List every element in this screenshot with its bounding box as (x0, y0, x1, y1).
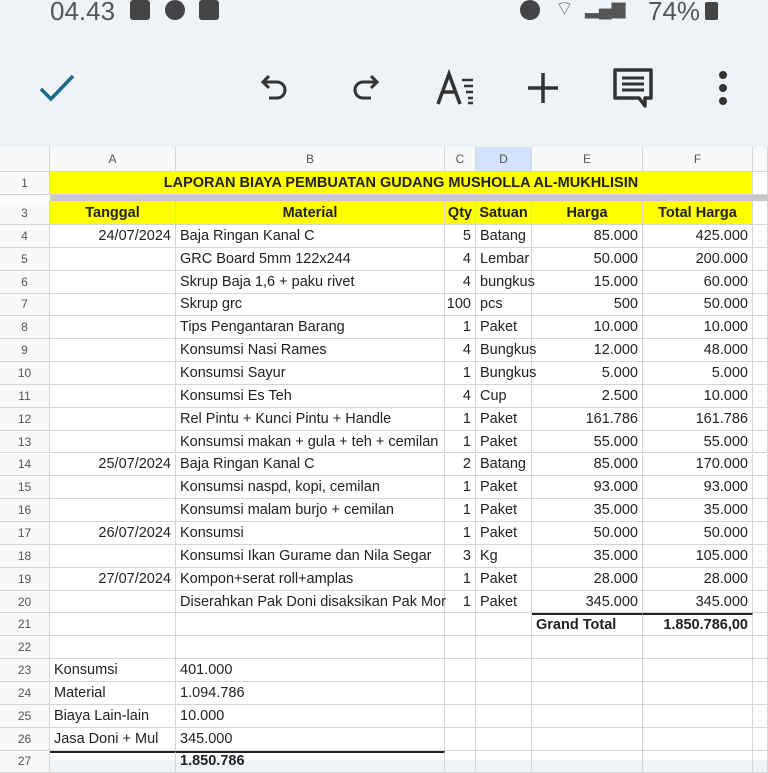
cell[interactable] (753, 225, 768, 248)
price-cell[interactable]: 10.000 (532, 316, 643, 339)
material-cell[interactable]: Konsumsi Es Teh (176, 385, 445, 408)
cell[interactable] (532, 682, 643, 705)
date-cell[interactable] (50, 248, 176, 271)
qty-cell[interactable]: 1 (445, 431, 476, 454)
cell[interactable] (476, 613, 532, 636)
total-cell[interactable]: 200.000 (643, 248, 753, 271)
cell[interactable] (643, 705, 753, 728)
qty-cell[interactable]: 1 (445, 522, 476, 545)
cell[interactable] (753, 591, 768, 614)
title-cell[interactable]: LAPORAN BIAYA PEMBUATAN GUDANG MUSHOLLA AL-MUKHLISIN (50, 172, 753, 195)
unit-cell[interactable]: Batang (476, 225, 532, 248)
task-icon (199, 0, 219, 20)
more-options-button[interactable] (698, 58, 748, 118)
date-cell[interactable]: 26/07/2024 (50, 522, 176, 545)
row-header[interactable]: 13 (0, 431, 50, 454)
row-header[interactable]: 7 (0, 294, 50, 317)
cell[interactable] (753, 522, 768, 545)
qty-cell[interactable]: 1 (445, 499, 476, 522)
cell[interactable] (476, 659, 532, 682)
unit-cell[interactable]: bungkus (476, 271, 532, 294)
cell[interactable] (176, 613, 445, 636)
summary-row (0, 728, 768, 751)
date-cell[interactable] (50, 294, 176, 317)
summary-label[interactable]: Konsumsi (50, 659, 176, 682)
table-row (0, 408, 768, 431)
qty-cell[interactable]: 5 (445, 225, 476, 248)
cell[interactable] (643, 751, 753, 773)
row-header[interactable]: 12 (0, 408, 50, 431)
qty-cell[interactable]: 100 (445, 294, 476, 317)
table-row (0, 545, 768, 568)
check-icon (39, 73, 75, 103)
material-cell[interactable]: Baja Ringan Kanal C (176, 454, 445, 477)
row-header[interactable]: 19 (0, 568, 50, 591)
material-cell[interactable]: Tips Pengantaran Barang (176, 316, 445, 339)
row-header[interactable]: 17 (0, 522, 50, 545)
header-cell[interactable]: Satuan (476, 201, 532, 225)
cell[interactable] (532, 751, 643, 773)
summary-row (0, 705, 768, 728)
price-cell[interactable]: 35.000 (532, 545, 643, 568)
cell[interactable] (476, 682, 532, 705)
total-cell[interactable]: 5.000 (643, 362, 753, 385)
row-header[interactable]: 8 (0, 316, 50, 339)
unit-cell[interactable]: Paket (476, 499, 532, 522)
cell[interactable] (176, 636, 445, 659)
cell[interactable] (753, 172, 768, 195)
row-header[interactable]: 14 (0, 454, 50, 477)
date-cell[interactable]: 24/07/2024 (50, 225, 176, 248)
battery-percent: 74% (648, 0, 701, 26)
unit-cell[interactable]: Cup (476, 385, 532, 408)
gallery-icon (130, 0, 150, 20)
grand-total-value[interactable]: 1.850.786,00 (643, 613, 753, 636)
table-row (0, 362, 768, 385)
total-cell[interactable]: 170.000 (643, 454, 753, 477)
total-cell[interactable]: 50.000 (643, 522, 753, 545)
date-cell[interactable] (50, 476, 176, 499)
cell[interactable] (753, 476, 768, 499)
table-row (0, 385, 768, 408)
qty-cell[interactable]: 4 (445, 248, 476, 271)
price-cell[interactable]: 55.000 (532, 431, 643, 454)
cell[interactable] (753, 545, 768, 568)
material-cell[interactable]: Konsumsi Ikan Gurame dan Nila Segar (176, 545, 445, 568)
cell[interactable] (445, 682, 476, 705)
header-cell[interactable]: Qty (445, 201, 476, 225)
row-header[interactable]: 26 (0, 728, 50, 751)
unit-cell[interactable]: Batang (476, 454, 532, 477)
cell[interactable] (445, 751, 476, 773)
cell[interactable] (753, 682, 768, 705)
alarm-icon (520, 0, 540, 20)
redo-button[interactable] (340, 58, 390, 118)
cell[interactable] (753, 339, 768, 362)
cell[interactable] (753, 362, 768, 385)
cell[interactable] (445, 705, 476, 728)
date-cell[interactable] (50, 499, 176, 522)
row-header[interactable]: 4 (0, 225, 50, 248)
status-time: 04.43 (50, 0, 116, 26)
toolbar (0, 58, 768, 118)
unit-cell[interactable]: Paket (476, 431, 532, 454)
date-cell[interactable]: 25/07/2024 (50, 454, 176, 477)
price-cell[interactable]: 15.000 (532, 271, 643, 294)
row-header[interactable]: 1 (0, 172, 50, 195)
cell[interactable] (643, 659, 753, 682)
header-cell[interactable]: Harga (532, 201, 643, 225)
material-cell[interactable]: Konsumsi Sayur (176, 362, 445, 385)
qty-cell[interactable]: 4 (445, 271, 476, 294)
spreadsheet-grid[interactable] (0, 147, 768, 769)
cell[interactable] (753, 248, 768, 271)
total-cell[interactable]: 60.000 (643, 271, 753, 294)
cell[interactable] (643, 682, 753, 705)
table-row (0, 248, 768, 271)
price-cell[interactable]: 2.500 (532, 385, 643, 408)
date-cell[interactable] (50, 362, 176, 385)
cell[interactable] (445, 728, 476, 751)
cell[interactable] (476, 751, 532, 773)
summary-label[interactable]: Biaya Lain-lain (50, 705, 176, 728)
material-cell[interactable]: Konsumsi malam burjo + cemilan (176, 499, 445, 522)
material-cell[interactable]: Skrup Baja 1,6 + paku rivet (176, 271, 445, 294)
summary-total-row (0, 751, 768, 773)
qty-cell[interactable]: 1 (445, 568, 476, 591)
row-header[interactable]: 18 (0, 545, 50, 568)
unit-cell[interactable]: Paket (476, 316, 532, 339)
cell[interactable] (753, 751, 768, 773)
text-format-icon (435, 70, 475, 106)
price-cell[interactable]: 85.000 (532, 225, 643, 248)
table-row (0, 339, 768, 362)
header-cell[interactable]: Total Harga (643, 201, 753, 225)
table-row (0, 431, 768, 454)
status-bar (0, 0, 768, 26)
qty-cell[interactable]: 1 (445, 362, 476, 385)
row-header[interactable]: 24 (0, 682, 50, 705)
cell[interactable] (643, 728, 753, 751)
summary-value[interactable]: 1.094.786 (176, 682, 445, 705)
summary-value[interactable]: 401.000 (176, 659, 445, 682)
summary-label[interactable]: Material (50, 682, 176, 705)
row-header[interactable]: 9 (0, 339, 50, 362)
summary-total-value[interactable]: 1.850.786 (176, 751, 445, 773)
done-button[interactable] (32, 58, 82, 118)
cell[interactable] (532, 728, 643, 751)
total-cell[interactable]: 10.000 (643, 385, 753, 408)
total-cell[interactable]: 50.000 (643, 294, 753, 317)
price-cell[interactable]: 5.000 (532, 362, 643, 385)
table-row (0, 454, 768, 477)
row-header[interactable]: 21 (0, 613, 50, 636)
total-cell[interactable]: 48.000 (643, 339, 753, 362)
more-icon (718, 70, 728, 106)
undo-icon (259, 72, 291, 104)
price-cell[interactable]: 345.000 (532, 591, 643, 614)
cell[interactable] (445, 659, 476, 682)
column-header-g[interactable] (753, 147, 768, 172)
date-cell[interactable] (50, 271, 176, 294)
qty-cell[interactable]: 2 (445, 454, 476, 477)
row-header[interactable]: 16 (0, 499, 50, 522)
qty-cell[interactable]: 1 (445, 408, 476, 431)
material-cell[interactable]: GRC Board 5mm 122x244 (176, 248, 445, 271)
material-cell[interactable]: Konsumsi Nasi Rames (176, 339, 445, 362)
empty-row (0, 636, 768, 659)
signal-icon: ▂▄▆ (585, 0, 626, 18)
row-header[interactable]: 3 (0, 201, 50, 225)
cell[interactable] (476, 636, 532, 659)
summary-label[interactable]: Jasa Doni + Mul (50, 728, 176, 751)
grand-total-row (0, 613, 768, 636)
redo-icon (349, 72, 381, 104)
price-cell[interactable]: 85.000 (532, 454, 643, 477)
unit-cell[interactable]: Bungkus (476, 339, 532, 362)
battery-icon (705, 2, 718, 20)
row-header[interactable]: 5 (0, 248, 50, 271)
cell[interactable] (753, 431, 768, 454)
table-row (0, 522, 768, 545)
title-row (0, 172, 768, 195)
total-cell[interactable]: 10.000 (643, 316, 753, 339)
wifi-icon: ⌔ (555, 0, 574, 20)
table-row (0, 225, 768, 248)
price-cell[interactable]: 28.000 (532, 568, 643, 591)
price-cell[interactable]: 12.000 (532, 339, 643, 362)
column-header-f[interactable]: F (643, 147, 753, 172)
cell[interactable] (753, 294, 768, 317)
column-header-d[interactable]: D (476, 147, 532, 172)
row-header[interactable]: 11 (0, 385, 50, 408)
cell[interactable] (753, 201, 768, 225)
undo-button[interactable] (250, 58, 300, 118)
table-row (0, 476, 768, 499)
comment-icon (613, 68, 653, 108)
summary-row (0, 659, 768, 682)
material-cell[interactable]: Skrup grc (176, 294, 445, 317)
cell[interactable] (445, 636, 476, 659)
grand-total-label[interactable]: Grand Total (532, 613, 643, 636)
cell[interactable] (50, 613, 176, 636)
column-header-row (0, 147, 768, 172)
cell[interactable] (753, 568, 768, 591)
table-row (0, 271, 768, 294)
date-cell[interactable] (50, 316, 176, 339)
unit-cell[interactable]: pcs (476, 294, 532, 317)
column-header-e[interactable]: E (532, 147, 643, 172)
unit-cell[interactable]: Kg (476, 545, 532, 568)
add-icon (526, 71, 560, 105)
cell[interactable] (532, 659, 643, 682)
material-cell[interactable]: Rel Pintu + Kunci Pintu + Handle (176, 408, 445, 431)
cell[interactable] (753, 316, 768, 339)
price-cell[interactable]: 50.000 (532, 522, 643, 545)
insert-button[interactable] (518, 58, 568, 118)
date-cell[interactable] (50, 545, 176, 568)
cell[interactable] (753, 728, 768, 751)
column-header-c[interactable]: C (445, 147, 476, 172)
price-cell[interactable]: 93.000 (532, 476, 643, 499)
text-format-button[interactable] (430, 58, 480, 118)
cell[interactable] (476, 705, 532, 728)
column-header-a[interactable]: A (50, 147, 176, 172)
unit-cell[interactable]: Paket (476, 591, 532, 614)
table-row (0, 568, 768, 591)
unit-cell[interactable]: Lembar (476, 248, 532, 271)
table-row (0, 591, 768, 614)
total-cell[interactable]: 425.000 (643, 225, 753, 248)
unit-cell[interactable]: Paket (476, 522, 532, 545)
total-cell[interactable]: 28.000 (643, 568, 753, 591)
row-header[interactable]: 6 (0, 271, 50, 294)
cell[interactable] (753, 454, 768, 477)
date-cell[interactable] (50, 591, 176, 614)
row-header[interactable]: 20 (0, 591, 50, 614)
column-header-b[interactable]: B (176, 147, 445, 172)
price-cell[interactable]: 50.000 (532, 248, 643, 271)
cell[interactable] (532, 705, 643, 728)
unit-cell[interactable]: Bungkus (476, 362, 532, 385)
table-row (0, 316, 768, 339)
select-all-corner[interactable] (0, 147, 50, 172)
cell[interactable] (753, 385, 768, 408)
date-cell[interactable] (50, 431, 176, 454)
qty-cell[interactable]: 1 (445, 476, 476, 499)
header-row (0, 201, 768, 225)
material-cell[interactable]: Konsumsi makan + gula + teh + cemilan (176, 431, 445, 454)
cell[interactable] (753, 408, 768, 431)
material-cell[interactable]: Diserahkan Pak Doni disaksikan Pak Mor (176, 591, 445, 614)
table-row (0, 294, 768, 317)
summary-value[interactable]: 10.000 (176, 705, 445, 728)
material-cell[interactable]: Kompon+serat roll+amplas (176, 568, 445, 591)
qty-cell[interactable]: 1 (445, 591, 476, 614)
date-cell[interactable] (50, 339, 176, 362)
header-cell[interactable]: Material (176, 201, 445, 225)
unit-cell[interactable]: Paket (476, 568, 532, 591)
summary-row (0, 682, 768, 705)
total-cell[interactable]: 93.000 (643, 476, 753, 499)
total-cell[interactable]: 35.000 (643, 499, 753, 522)
cell[interactable] (50, 636, 176, 659)
price-cell[interactable]: 161.786 (532, 408, 643, 431)
total-cell[interactable]: 345.000 (643, 591, 753, 614)
row-header[interactable]: 27 (0, 751, 50, 773)
cell[interactable] (753, 636, 768, 659)
cell[interactable] (753, 499, 768, 522)
date-cell[interactable]: 27/07/2024 (50, 568, 176, 591)
date-cell[interactable] (50, 385, 176, 408)
cell[interactable] (753, 271, 768, 294)
cell[interactable] (476, 728, 532, 751)
total-cell[interactable]: 105.000 (643, 545, 753, 568)
qty-cell[interactable]: 1 (445, 316, 476, 339)
qty-cell[interactable]: 3 (445, 545, 476, 568)
comment-button[interactable] (608, 58, 658, 118)
cell[interactable] (753, 659, 768, 682)
row-header[interactable]: 25 (0, 705, 50, 728)
row-header[interactable]: 10 (0, 362, 50, 385)
row-header[interactable]: 15 (0, 476, 50, 499)
cell[interactable] (753, 705, 768, 728)
price-cell[interactable]: 35.000 (532, 499, 643, 522)
price-cell[interactable]: 500 (532, 294, 643, 317)
cell[interactable] (532, 636, 643, 659)
row-header[interactable]: 22 (0, 636, 50, 659)
cell[interactable] (643, 636, 753, 659)
qty-cell[interactable]: 4 (445, 385, 476, 408)
table-row (0, 499, 768, 522)
header-cell[interactable]: Tanggal (50, 201, 176, 225)
total-cell[interactable]: 55.000 (643, 431, 753, 454)
total-cell[interactable]: 161.786 (643, 408, 753, 431)
material-cell[interactable]: Konsumsi (176, 522, 445, 545)
date-cell[interactable] (50, 408, 176, 431)
row-header[interactable]: 23 (0, 659, 50, 682)
qty-cell[interactable]: 4 (445, 339, 476, 362)
unit-cell[interactable]: Paket (476, 408, 532, 431)
material-cell[interactable]: Konsumsi naspd, kopi, cemilan (176, 476, 445, 499)
unit-cell[interactable]: Paket (476, 476, 532, 499)
cell[interactable] (753, 613, 768, 636)
summary-value[interactable]: 345.000 (176, 728, 445, 751)
alarm-icon (165, 0, 185, 20)
cell[interactable] (50, 751, 176, 773)
material-cell[interactable]: Baja Ringan Kanal C (176, 225, 445, 248)
cell[interactable] (445, 613, 476, 636)
